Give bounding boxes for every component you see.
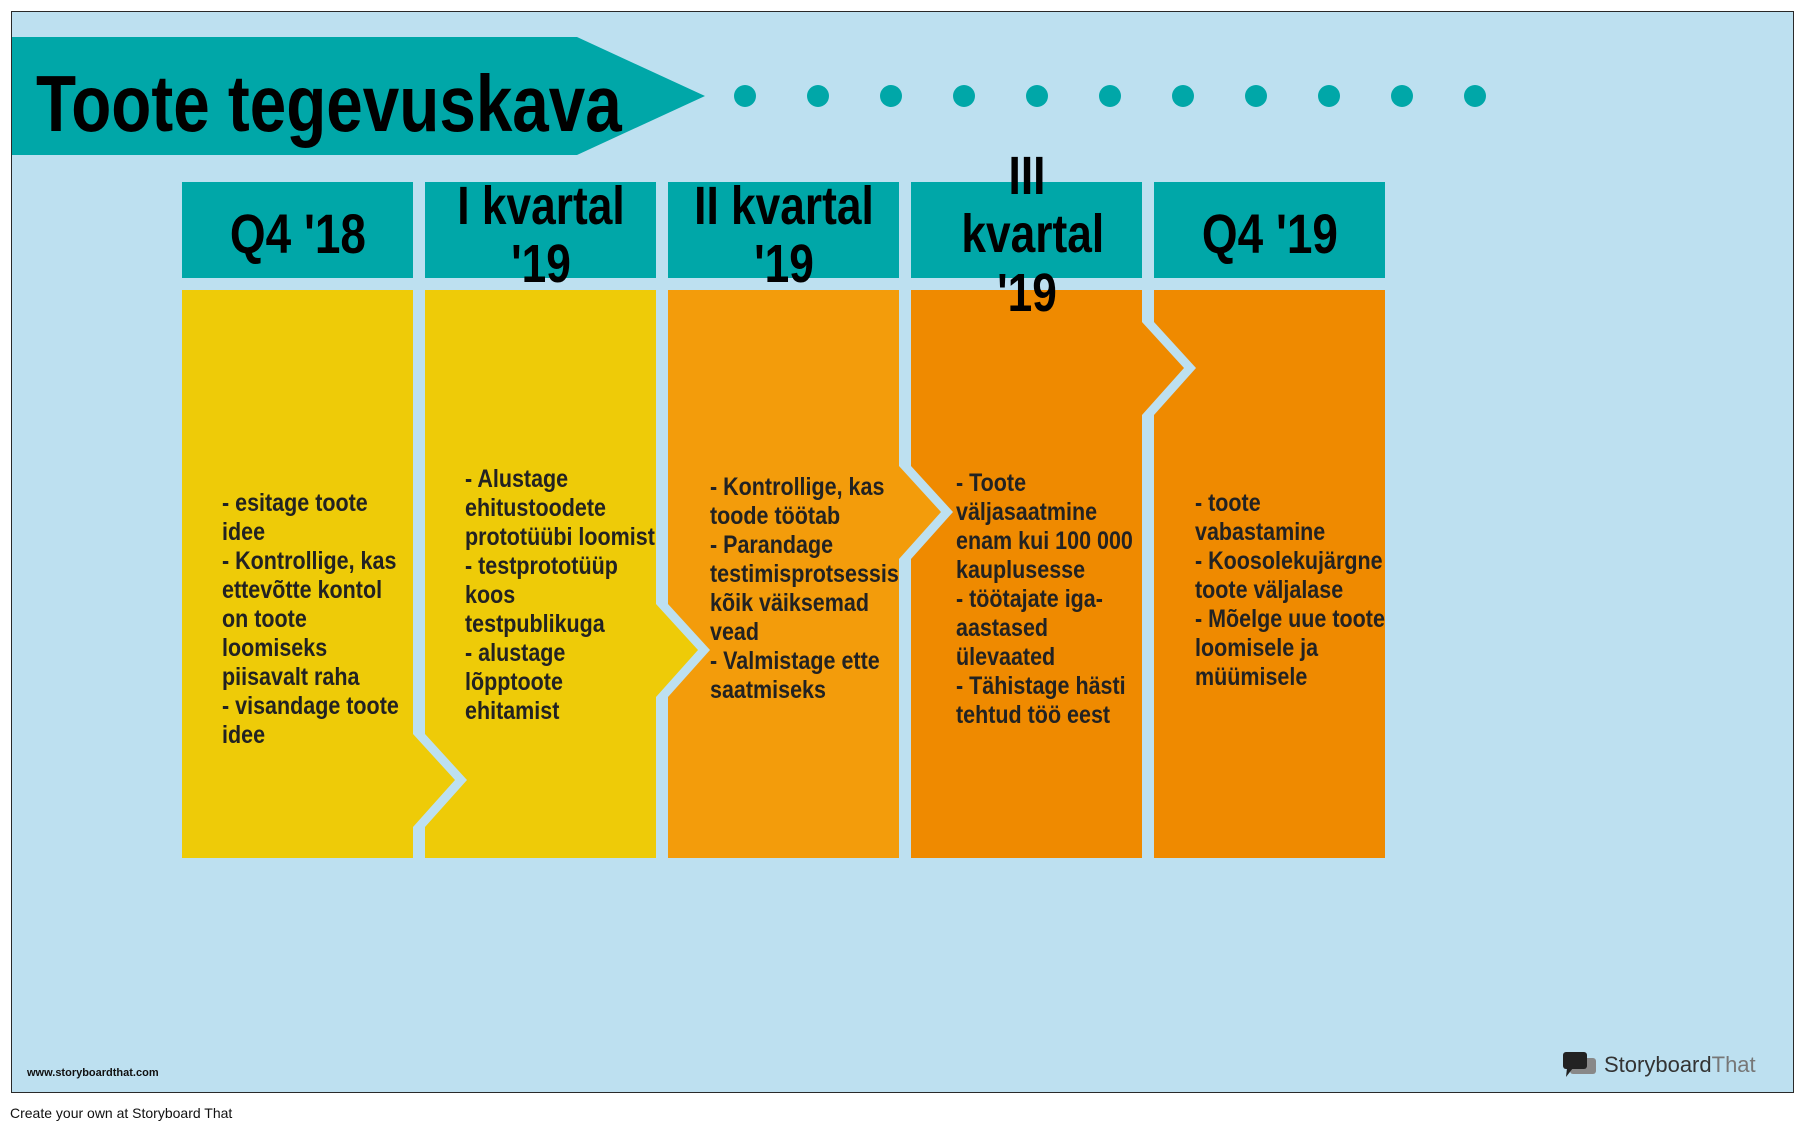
column-header-5: Q4 '19 <box>1201 202 1339 265</box>
timeline-dot <box>1099 85 1121 107</box>
column-body-text-5: - toote vabastamine - Koosolekujärgne toote väljalase - Mõelge uue toote loomisele ja müümisele <box>1195 489 1385 691</box>
watermark-url: www.storyboardthat.com <box>27 1067 159 1079</box>
page-title: Toote tegevuskava <box>36 59 622 148</box>
timeline-dot <box>1245 85 1267 107</box>
column-header-3: II kvartal '19 <box>694 176 874 295</box>
timeline-dot <box>953 85 975 107</box>
column-body-text-3: - Kontrollige, kas toode töötab - Parandage testimisprotsessis kõik väiksemad vead - Valmistage ette saatmiseks <box>710 473 899 704</box>
timeline-dot <box>734 85 756 107</box>
timeline-dot <box>1464 85 1486 107</box>
timeline-dot <box>1026 85 1048 107</box>
timeline-dot <box>807 85 829 107</box>
logo-name: Storyboard <box>1604 1052 1712 1077</box>
column-header-4: III kvartal '19 <box>961 146 1105 323</box>
timeline-dot <box>1391 85 1413 107</box>
footer-text: Create your own at Storyboard That <box>10 1105 233 1121</box>
column-body-text-2: - Alustage ehitustoodete prototüübi loomist - testprototüüp koos testpublikuga - alustage lõpptoote ehitamist <box>465 465 655 725</box>
logo-suffix: That <box>1711 1052 1756 1077</box>
speech-bubble-icon <box>1562 1050 1598 1080</box>
timeline-dot <box>1318 85 1340 107</box>
timeline-dot <box>880 85 902 107</box>
column-body-text-4: - Toote väljasaatmine enam kui 100 000 kauplusesse - töötajate iga-aastased ülevaated - Tähistage hästi tehtud töö eest <box>956 469 1133 729</box>
storyboardthat-logo <box>1562 1048 1756 1082</box>
timeline-dots <box>734 85 1486 107</box>
column-header-1: Q4 '18 <box>229 202 367 265</box>
column-body-text-1: - esitage toote idee - Kontrollige, kas ettevõtte kontol on toote loomiseks piisavalt raha - visandage toote idee <box>222 489 399 749</box>
timeline-dot <box>1172 85 1194 107</box>
column-header-2: I kvartal '19 <box>457 176 625 295</box>
poster <box>11 11 1794 1093</box>
